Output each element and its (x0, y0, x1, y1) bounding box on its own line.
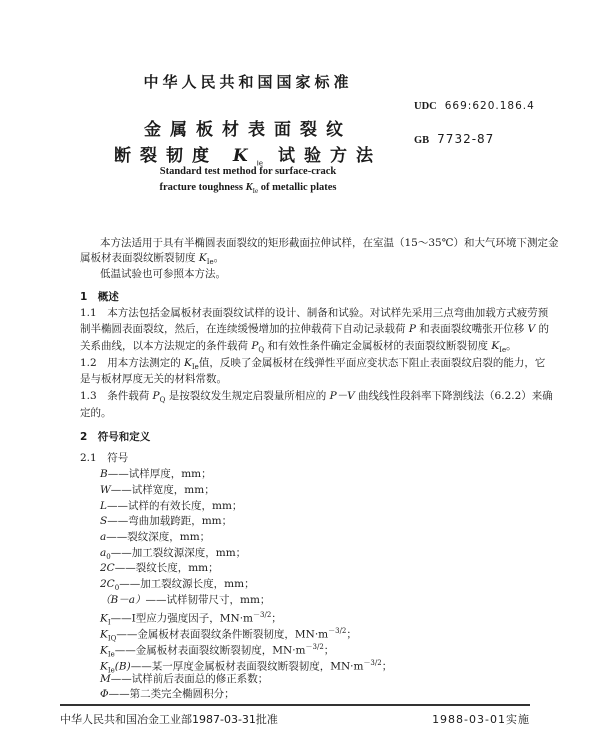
gb-label: GB (414, 135, 430, 146)
math-symbol: 2C (100, 562, 115, 574)
standard-org-header: 中华人民共和国国家标准 (143, 73, 353, 91)
udc-label: UDC (414, 101, 437, 112)
text-line (100, 267, 226, 281)
text-segment: ——金属板材表面裂纹条件断裂韧度，MN·m (116, 628, 329, 641)
math-symbol: （B－a） (100, 594, 146, 606)
text-segment: 1.1 本方法包括金属板材表面裂纹试样的设计、制备和试验。对试样先采用三点弯曲加载方式疲劳预 (80, 307, 549, 319)
math-symbol: K (100, 644, 108, 657)
text-line (100, 483, 215, 497)
english-title-line1: Standard test method for surface-crack (159, 166, 337, 177)
subscript: 0 (106, 553, 111, 562)
text-segment: 关系曲线，以本方法规定的条件载荷 (80, 340, 252, 352)
text-segment: ——裂纹深度，mm； (106, 531, 211, 543)
text-segment: ——加工裂纹源深度，mm； (110, 547, 247, 559)
text-segment: 和有效性条件确定金属板材的表面裂纹断裂韧度 (264, 340, 492, 352)
text-segment: ——第二类完全椭圆积分； (108, 688, 235, 700)
text-segment: 曲线线性段斜率下降割线法（6.2.2）来确 (354, 390, 553, 402)
text-segment: 是与板材厚度无关的材料常数。 (80, 373, 227, 385)
math-symbol: a (100, 531, 107, 543)
udc-code (414, 100, 535, 112)
math-symbol: P－V (329, 390, 355, 402)
text-line (80, 339, 517, 357)
math-symbol: P (251, 340, 259, 352)
text-line (80, 406, 112, 420)
udc-value: 669:620.186.4 (444, 100, 535, 112)
footer-divider (60, 704, 530, 706)
text-line (80, 306, 548, 320)
approval-text: 中华人民共和国冶金工业部1987-03-31批准 (60, 713, 278, 726)
text-line (100, 236, 558, 250)
text-segment: 的 (535, 323, 550, 335)
text-segment: ——试样前后表面总的修正系数； (110, 673, 269, 685)
text-segment: 1.2 用本方法测定的 (80, 357, 185, 369)
implementation-date: 1988-03-01实施 (432, 713, 530, 726)
text-segment: 1.3 条件载荷 (80, 390, 153, 402)
title-text: 断裂韧度 (114, 146, 218, 166)
text-segment: ——试样厚度，mm； (107, 468, 212, 480)
math-symbol: K (100, 660, 108, 673)
math-symbol: K (491, 340, 500, 352)
section-heading (80, 429, 150, 444)
text-line (80, 389, 553, 407)
text-line (100, 467, 212, 481)
subscript: Ie (206, 258, 214, 267)
text-segment: 低温试验也可参照本方法。 (100, 268, 226, 280)
text-line (80, 451, 128, 465)
math-symbol: 2C (100, 578, 115, 590)
text-line (100, 499, 242, 513)
text-segment: ——某一厚度金属板材表面裂纹断裂韧度，MN·m (130, 660, 364, 673)
subscript: Q (159, 396, 166, 405)
subscript: Ie (191, 363, 199, 372)
math-symbol: B (100, 468, 108, 480)
text-line (100, 514, 232, 528)
text-segment: ——试样宽度，mm； (110, 484, 215, 496)
math-symbol: V (527, 323, 536, 335)
text-segment: ； (323, 644, 335, 657)
math-symbol: P (408, 323, 416, 335)
math-symbol: K (100, 628, 108, 641)
document-title-line1: 金属板材表面裂纹 (144, 120, 352, 140)
text-line (100, 687, 235, 701)
text-segment: 是按裂纹发生规定启裂量所相应的 (165, 390, 330, 402)
text-segment: 1 概述 (80, 291, 119, 303)
math-symbol: K (184, 357, 192, 369)
text-segment: 属板材表面裂纹断裂韧度 (80, 252, 199, 264)
text-segment: ； (346, 628, 357, 641)
text-segment: ——Ⅰ型应力强度因子，MN·m (110, 612, 254, 625)
text-line (100, 561, 219, 575)
subscript: 0 (114, 584, 120, 593)
text-segment: 本方法适用于具有半椭圆表面裂纹的矩形截面拉伸试样，在室温（15～35℃）和大气环境下测定金 (100, 237, 559, 249)
section-heading (80, 289, 119, 304)
title-symbol: K (232, 146, 257, 166)
superscript: －3/2 (328, 627, 347, 635)
text-segment: ； (271, 612, 282, 625)
text-segment: 。 (213, 252, 225, 264)
text-segment: ——试样的有效长度，mm； (106, 500, 243, 512)
math-symbol: a (100, 547, 107, 559)
text-segment: ——加工裂纹源长度，mm； (119, 578, 255, 590)
superscript: －3/2 (305, 643, 324, 651)
text-segment: ——弯曲加载跨距，mm； (107, 515, 233, 527)
math-symbol: K (100, 612, 108, 625)
text-segment: 定的。 (80, 407, 112, 419)
english-title-text: fracture toughness (159, 182, 243, 193)
math-symbol: L (100, 500, 107, 512)
text-segment: 2.1 符号 (80, 452, 129, 464)
text-segment: 值，反映了金属板材在线弹性平面应变状态下阻止表面裂纹启裂的能力，它 (198, 357, 546, 369)
text-segment: ——金属板材表面裂纹断裂韧度，MN·m (114, 644, 306, 657)
text-line (80, 322, 549, 336)
gb-code (414, 132, 494, 146)
math-symbol: Φ (100, 688, 109, 700)
math-symbol: W (100, 484, 111, 496)
text-segment: 制半椭圆表面裂纹，然后，在连续缓慢增加的拉伸载荷下自动记录载荷 (80, 323, 409, 335)
subscript: IQ (107, 634, 117, 643)
english-title-symbol: K (245, 182, 253, 193)
math-symbol: S (100, 515, 108, 527)
math-symbol: K (198, 252, 207, 264)
english-title-line2 (0, 182, 496, 195)
english-title-subscript: Ie (252, 187, 259, 196)
text-line (100, 593, 270, 607)
subscript: I (107, 618, 111, 627)
text-segment: 2 符号和定义 (80, 431, 151, 443)
math-symbol: (B) (114, 660, 131, 673)
subscript: Q (258, 346, 265, 355)
math-symbol: P (152, 390, 160, 402)
text-line (100, 530, 210, 544)
english-title-text: of metallic plates (260, 182, 337, 193)
superscript: －3/2 (253, 611, 272, 619)
subscript: Ie (499, 346, 507, 355)
text-segment: 。 (506, 340, 517, 352)
text-segment: ——试样韧带尺寸，mm； (145, 594, 271, 606)
subscript: Ie (107, 650, 115, 659)
text-line (100, 672, 268, 686)
superscript: －3/2 (363, 659, 382, 667)
title-text: 试验方法 (278, 146, 382, 166)
text-segment: ； (381, 660, 393, 673)
subscript: Ie (107, 666, 115, 675)
text-line (80, 372, 227, 386)
text-segment: 和表面裂纹嘴张开位移 (415, 323, 528, 335)
text-segment: ——裂纹长度，mm； (114, 562, 219, 574)
math-symbol: M (100, 673, 111, 685)
title-subscript: Ie (256, 159, 264, 168)
gb-value: 7732-87 (437, 132, 495, 146)
